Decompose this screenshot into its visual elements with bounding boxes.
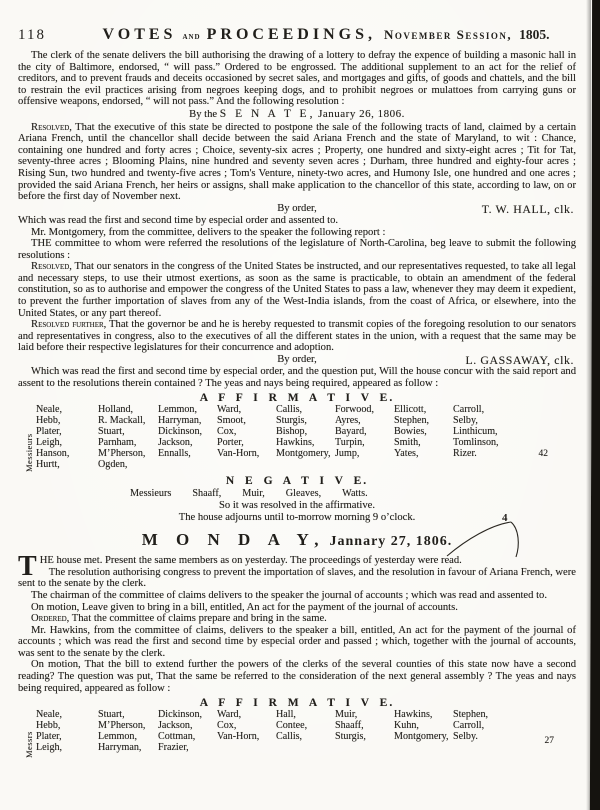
dropcap-block: [18, 551, 576, 590]
name-column: [36, 405, 98, 472]
name-item: Linthicum,: [453, 426, 498, 438]
name-column: [158, 405, 217, 472]
name-item: Ward,: [217, 404, 242, 416]
name-item: Hurtt,: [36, 458, 60, 470]
paragraph-house-met: [18, 551, 576, 590]
name-item: Cottman,: [158, 731, 196, 743]
resolved-affirmative-line: So it was resolved in the affirmative.: [218, 499, 376, 511]
name-item: Callis,: [276, 404, 303, 416]
resolved-lead: Resolved,: [31, 261, 72, 273]
name-item: Shaaff,: [192, 488, 222, 500]
title-and: and: [182, 31, 201, 42]
name-item: Stuart,: [98, 709, 125, 721]
name-column: [394, 710, 453, 758]
name-item: Muir,: [335, 709, 358, 721]
name-column: [335, 710, 394, 758]
name-column: [453, 405, 512, 472]
monday-date: Jannary 27, 1806.: [329, 534, 453, 550]
paragraph-resolved-land: [18, 122, 576, 203]
name-item: Carroll,: [453, 404, 485, 416]
name-item: Harryman,: [158, 415, 202, 427]
name-item: Sturgis,: [276, 415, 307, 427]
negative-heading: N E G A T I V E.: [225, 475, 369, 488]
paragraph-hawkins-bill: Mr. Hawkins, from the committee of claims, delivers to the speaker a bill, entitled, An act for the payment of the journal of accounts ; which was read the first and second time by especial order and passed ; which, together with the journal of accounts, was sent to the senate by the clerk.: [18, 624, 576, 659]
paragraph-motion-clerks: On motion, That the bill to extend further the powers of the clerks of the several counties of this state now have a second reading? The question was put, That the same be referred to the consideration of the next general assembly ? The yeas and nays being required, appeared as follow :: [18, 659, 576, 694]
paragraph-ordered: [18, 613, 576, 625]
name-column: [158, 710, 217, 758]
name-item: Dickinson,: [158, 426, 203, 438]
name-column: [394, 405, 453, 472]
senate-by: By the: [189, 108, 218, 120]
name-item: Stuart,: [98, 426, 125, 438]
paragraph-chairman-claims: The chairman of the committee of claims delivers to the speaker the journal of accounts ; which was read and assented to.: [31, 589, 547, 601]
name-item: Lemmon,: [158, 404, 197, 416]
paragraph-committee-nc: THE committee to whom were referred the resolutions of the legislature of North-Carolina, beg leave to submit the following resolutions :: [18, 238, 576, 261]
by-order-label: By order,: [277, 202, 317, 214]
clerk-signature: T. W. HALL, clk.: [481, 201, 574, 216]
ordered-lead: Ordered,: [31, 613, 70, 625]
line-montgomery-report: Mr. Montgomery, from the committee, delivers to the speaker the following report :: [31, 226, 386, 238]
name-item: Cox,: [217, 720, 237, 732]
resolved-text: That the executive of this state be directed to postpone the sale of the following tracts of land, claimed by a certain Ariana French, until the chancellor shall decide between the said Ariana French and the state of Maryland, to wit : Chance, containing one hundred and forty acres ; Choice, seventy-six acres ; Property, one hundred and sixty-eight acres ; Tit for Tat, seventy-three acres ; Blooming Plains, nine hundred and seventy seven acres ; Durham, three hundred and eighty-four acres ; Rising Sun, two hundred and twenty-five acres ; Tom's Venture, ninety-two acres, and Humony Isle, one hundred and one acres ; provided the said Ariana French, her heirs or assigns, shall make application to the chancellor of this state, according to law, on or before the first day of November next.: [18, 121, 576, 203]
name-item: Sturgis,: [335, 731, 366, 743]
paragraph-clerk-bills: The clerk of the senate delivers the bill authorising the drawing of a lottery to defray the expence of building a masonic hall in the city of Baltimore, endorsed, “ will pass.” Ordered to be engrossed. The additional supplement to an act for the relief of creditors, and to prevent frauds and deceits occasioned by secret sales, and mortgages and gifts, of goods and chattels, and the bill to restrain the evil practices arising from negroes keeping dogs, and to prohibit negroes or mulattoes from carrying guns or offensive weapons, endorsed, “ will not pass.” And the following resolution :: [18, 50, 576, 108]
name-column: [453, 710, 512, 758]
name-item: Neale,: [36, 404, 63, 416]
name-column: [98, 405, 158, 472]
name-item: Harryman,: [98, 741, 142, 753]
name-column: [217, 710, 276, 758]
name-item: Turpin,: [335, 437, 365, 449]
name-column: [335, 405, 394, 472]
by-order-label: By order,: [277, 354, 317, 366]
name-item: Porter,: [217, 437, 244, 449]
name-item: Contee,: [276, 720, 308, 732]
name-item: Bishop,: [276, 426, 308, 438]
name-item: Van-Horn,: [217, 448, 260, 460]
line-read-assented: Which was read the first and second time by especial order and assented to.: [18, 214, 339, 226]
title-session: November Session,: [383, 27, 513, 42]
resolved-further-text: That the governor be and he is hereby requested to transmit copies of the foregoing resolution to our senators and representatives in congress, also to the executives of all the different states in the union, with a request that the same may be laid before their respective legislatures for their concurrence and adoption.: [18, 319, 576, 354]
name-item: Smith,: [394, 437, 421, 449]
name-item: Montgomery,: [394, 731, 449, 743]
name-column: [36, 710, 98, 758]
name-item: Parnham,: [98, 437, 137, 449]
name-item: Plater,: [36, 731, 62, 743]
name-item: Muir,: [242, 488, 265, 500]
name-item: Shaaff,: [335, 720, 364, 732]
name-item: Carroll,: [453, 720, 485, 732]
name-item: Yates,: [394, 448, 419, 460]
name-item: Leigh,: [36, 437, 63, 449]
negative-vote-row: [130, 488, 576, 500]
title-votes: VOTES: [102, 26, 177, 43]
name-item: R. Mackall,: [98, 415, 146, 427]
name-item: Hanson,: [36, 448, 70, 460]
affirmative-vote-table: [24, 405, 576, 472]
page-title: [76, 26, 576, 44]
name-item: Van-Horn,: [217, 731, 260, 743]
name-item: Jackson,: [158, 720, 193, 732]
affirmative-vote-table-2: [24, 710, 576, 758]
senate-attribution-line: [18, 109, 576, 121]
name-item: Stephen,: [453, 709, 489, 721]
senate-name: S E N A T E,: [219, 107, 316, 120]
name-item: Ayres,: [335, 415, 361, 427]
paragraph-resolved-slaves: [18, 261, 576, 319]
title-year: 1805.: [519, 27, 550, 42]
senate-date: January 26, 1806.: [318, 107, 405, 120]
name-item: Bowies,: [394, 426, 427, 438]
name-item: Lemmon,: [98, 731, 137, 743]
house-met-text: HE house met. Present the same members as on yesterday. The proceedings of yesterday were read.: [39, 555, 462, 567]
resolved-lead: Resolved,: [31, 121, 72, 133]
name-item: Hawkins,: [276, 437, 315, 449]
page-number: 118: [18, 27, 46, 43]
monday-day: M O N D A Y,: [141, 530, 326, 550]
name-item: Selby,: [453, 415, 478, 427]
name-item: Callis,: [276, 731, 303, 743]
name-item: Ellicott,: [394, 404, 427, 416]
page-content: [18, 26, 576, 758]
title-proceedings: PROCEEDINGS,: [206, 26, 376, 43]
name-item: Gleaves,: [285, 488, 322, 500]
name-item: Jump,: [335, 448, 360, 460]
name-item: Montgomery,: [276, 448, 331, 460]
by-order-row: [18, 203, 576, 215]
name-item: Selby.: [453, 731, 478, 743]
name-item: Hawkins,: [394, 709, 433, 721]
name-item: Smoot,: [217, 415, 246, 427]
monday-heading: [18, 530, 576, 550]
paragraph-resolved-further: [18, 319, 576, 354]
paragraph-question-put: Which was read the first and second time by especial order, and the question put, Will the house concur with the said report and assent to the resolutions therein contained ? The yeas and nays being required, appeared as follow :: [18, 366, 576, 389]
affirmative-vote-count: 27: [544, 736, 554, 747]
resolved-text: That our senators in the congress of the United States be instructed, and our representatives requested, to take all legal and necessary steps, to use their utmost exertions, as soon as the same is practicable, to obtain an amendment of the federal constitution, so as to authorise and empower the congress of the United States to pass a law, whenever they may deem it expedient, to prevent the further importation of slaves from any of the West-India islands, from the coast of Africa, or elsewhere, into the United States, or any part thereof.: [18, 261, 576, 319]
name-item: Hebb,: [36, 415, 61, 427]
negative-vote-count: 4: [502, 512, 508, 524]
name-item: Forwood,: [335, 404, 374, 416]
name-item: Kuhn,: [394, 720, 419, 732]
name-item: Holland,: [98, 404, 134, 416]
adjourn-line: The house adjourns until to-morrow morning 9 o’clock.: [178, 511, 416, 523]
name-item: M’Pherson,: [98, 720, 146, 732]
name-item: Jackson,: [158, 437, 193, 449]
resolved-further-lead: Resolved further,: [31, 319, 107, 331]
affirmative-heading: A F F I R M A T I V E.: [199, 392, 395, 405]
name-item: Hebb,: [36, 720, 61, 732]
name-item: Watts.: [342, 488, 368, 500]
paragraph-resolution-sent: The resolution authorising congress to prevent the importation of slaves, and the resolution in favour of Ariana French, were sent to the senate by the clerk.: [18, 566, 576, 590]
name-item: Cox,: [217, 426, 237, 438]
name-item: Plater,: [36, 426, 62, 438]
page-header: [18, 26, 576, 44]
messieurs-label: Messieurs: [130, 488, 172, 500]
paragraph-motion-leave: On motion, Leave given to bring in a bill, entitled, An act for the payment of the journal of accounts.: [31, 601, 458, 613]
affirmative-heading: A F F I R M A T I V E.: [199, 697, 395, 710]
scan-edge-shadow: [586, 0, 591, 810]
clerk-signature: L. GASSAWAY, clk.: [465, 353, 574, 368]
name-item: Neale,: [36, 709, 63, 721]
name-column: [217, 405, 276, 472]
affirmative-vote-count: 42: [538, 448, 548, 459]
name-item: Ward,: [217, 709, 242, 721]
name-item: Hall,: [276, 709, 296, 721]
name-item: Frazier,: [158, 741, 189, 753]
name-item: Leigh,: [36, 741, 63, 753]
name-column: [276, 405, 335, 472]
dropcap-letter: T: [18, 551, 37, 583]
name-item: Stephen,: [394, 415, 430, 427]
name-item: Ennalls,: [158, 448, 191, 460]
name-item: Tomlinson,: [453, 437, 499, 449]
ordered-text: That the committee of claims prepare and bring in the same.: [71, 613, 327, 625]
messrs-side-label: Messrs: [24, 731, 34, 759]
name-item: Bayard,: [335, 426, 367, 438]
by-order-row: [18, 354, 576, 366]
name-item: Rizer.: [453, 448, 477, 460]
messieurs-side-label: Messieurs: [24, 433, 34, 473]
name-column: [98, 710, 158, 758]
name-item: Ogden,: [98, 458, 128, 470]
name-column: [276, 710, 335, 758]
name-item: M’Pherson,: [98, 448, 146, 460]
name-item: Dickinson,: [158, 709, 203, 721]
